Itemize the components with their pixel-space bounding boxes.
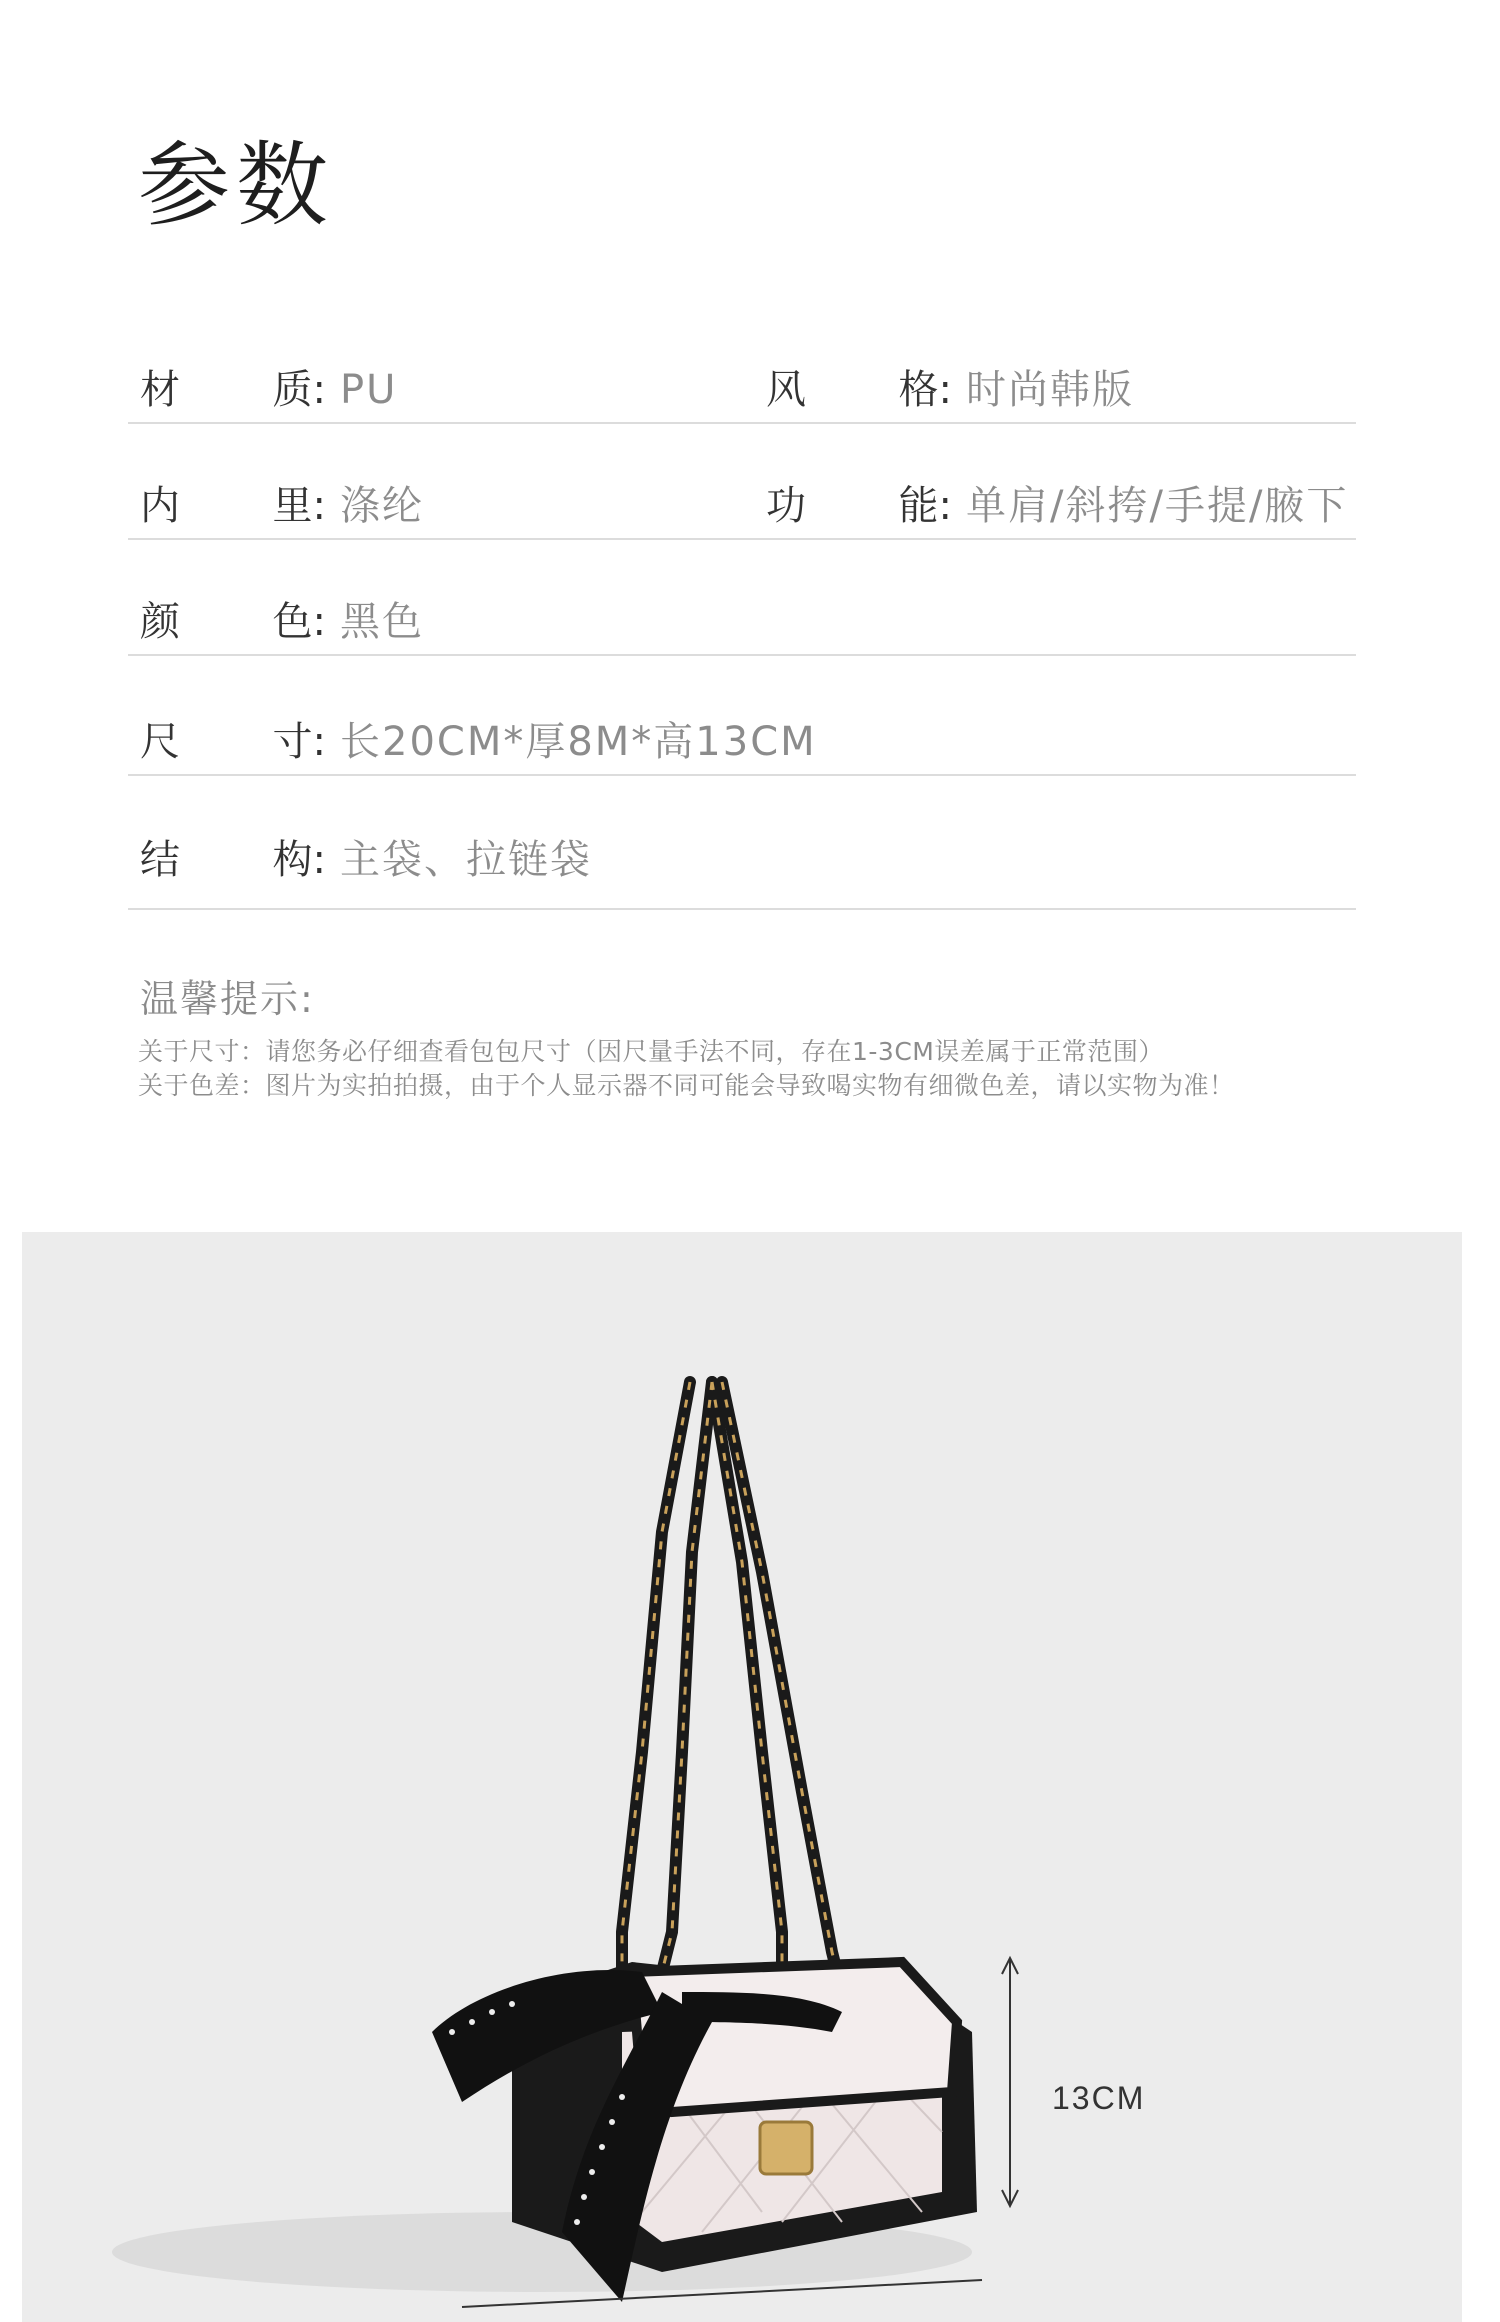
turn-lock-icon	[760, 2122, 812, 2174]
divider	[128, 538, 1356, 540]
spec-value: 涤纶	[340, 483, 424, 529]
spec-value: 单肩/斜挎/手提/腋下	[966, 483, 1349, 529]
page-title: 参数	[138, 132, 335, 239]
spec-material	[140, 358, 397, 415]
divider	[128, 654, 1356, 656]
spec-function	[766, 474, 1348, 531]
spec-lining	[140, 474, 424, 531]
spec-style	[766, 358, 1134, 415]
spec-value: 长20CM*厚8M*高13CM	[340, 719, 817, 765]
spec-value: 主袋、拉链袋	[340, 837, 592, 883]
spec-label: 结 构:	[140, 837, 326, 883]
spec-label: 材 质:	[140, 367, 326, 413]
height-dimension-line	[1002, 1958, 1018, 2206]
spec-label: 功 能:	[766, 483, 952, 529]
tips-title: 温馨提示:	[140, 977, 315, 1021]
divider	[128, 908, 1356, 910]
spec-value: PU	[340, 367, 398, 413]
tip-color: 关于色差：图片为实拍拍摄，由于个人显示器不同可能会导致喝实物有细微色差，请以实物为准！	[138, 1071, 1235, 1100]
chain-strap	[622, 1382, 837, 1972]
divider	[128, 422, 1356, 424]
tip-size: 关于尺寸：请您务必仔细查看包包尺寸（因尺量手法不同，存在1-3CM误差属于正常范围）	[138, 1037, 1164, 1066]
spec-value: 黑色	[340, 599, 424, 645]
handbag-illustration	[22, 1232, 1462, 2322]
spec-label: 内 里:	[140, 483, 326, 529]
spec-label: 颜 色:	[140, 599, 326, 645]
spec-color	[140, 590, 424, 647]
divider	[128, 774, 1356, 776]
spec-label: 尺 寸:	[140, 719, 326, 765]
spec-structure	[140, 828, 592, 885]
height-dimension-label: 13CM	[1052, 2080, 1146, 2116]
spec-size	[140, 710, 817, 767]
spec-label: 风 格:	[766, 367, 952, 413]
product-photo	[22, 1232, 1462, 2322]
spec-value: 时尚韩版	[966, 367, 1134, 413]
